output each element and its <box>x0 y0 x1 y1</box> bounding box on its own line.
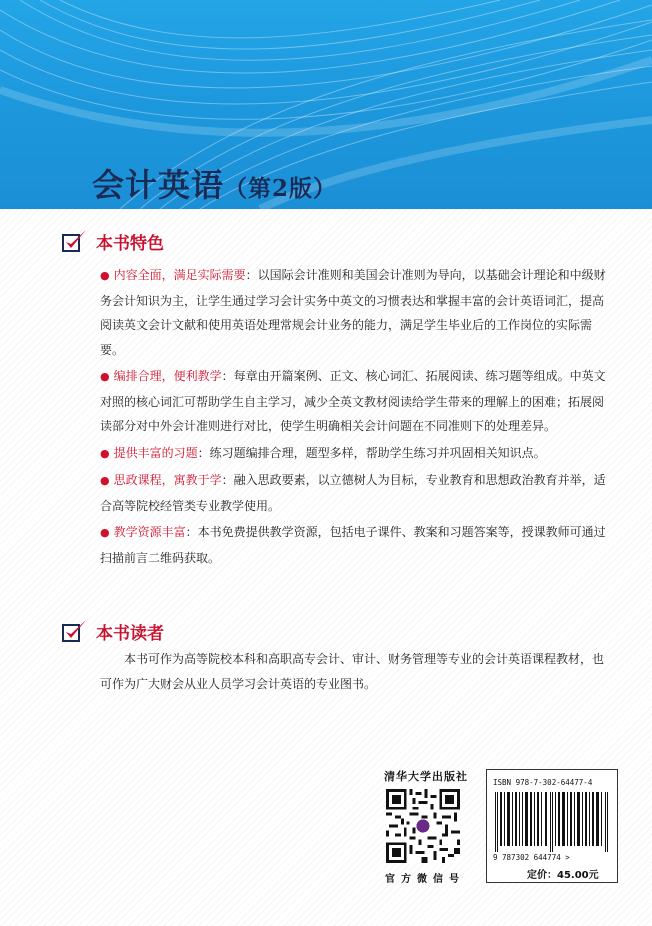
publisher-name: 清华大学出版社 <box>384 770 468 783</box>
bullet-icon: ● <box>100 370 110 383</box>
feature-text: ：本书免费提供教学资源，包括电子课件、教案和习题答案等，授课教师可通过扫描前言二维码获取。 <box>100 525 606 565</box>
book-title <box>92 160 337 206</box>
section-label-features: 本书特色 <box>96 233 164 254</box>
section-heading-readers <box>62 618 164 644</box>
cover-banner <box>0 0 652 209</box>
barcode-digits: 9 787302 644774 > <box>493 853 570 862</box>
bullet-icon: ● <box>100 269 110 282</box>
book-edition: （第2版） <box>224 175 338 202</box>
feature-title: 思政课程，寓教于学 <box>113 473 222 487</box>
feature-item <box>100 468 610 518</box>
feature-item <box>100 441 610 467</box>
readers-paragraph: 本书可作为高等院校本科和高职高专会计、审计、财务管理等专业的会计英语课程教材，也可作为广大财会从业人员学习会计英语的专业图书。 <box>100 652 605 691</box>
feature-text: ：以国际会计准则和美国会计准则为导向，以基础会计理论和中级财务会计知识为主，让学生通过学习会计实务中英文的习惯表达和掌握丰富的会计英语词汇，提高阅读英文会计文献和使用英语处理常规会计业务的能力，满足学生毕业后的工作岗位的实际需要。 <box>100 268 606 357</box>
section-heading-features <box>62 228 164 254</box>
feature-title: 编排合理，便利教学 <box>113 369 222 383</box>
price-label: 定价：45.00元 <box>527 870 599 881</box>
section-label-readers: 本书读者 <box>96 623 164 644</box>
qr-code <box>386 789 460 863</box>
bullet-icon: ● <box>100 526 110 539</box>
feature-text: ：每章由开篇案例、正文、核心词汇、拓展阅读、练习题等组成。中英文对照的核心词汇可帮助学生自主学习，减少全英文教材阅读给学生带来的理解上的困难；拓展阅读部分对中外会计准则进行对比，使学生明确相关会计问题在不同准则下的处理差异。 <box>100 369 606 433</box>
check-mark-icon <box>62 229 88 253</box>
feature-title: 提供丰富的习题 <box>113 445 198 460</box>
feature-item <box>100 520 610 570</box>
check-mark-icon <box>62 619 88 643</box>
book-title-main: 会计英语 <box>92 166 225 204</box>
barcode-bars <box>495 792 611 852</box>
barcode-panel <box>486 769 618 883</box>
feature-item <box>100 263 610 362</box>
bullet-icon: ● <box>100 446 110 460</box>
isbn-text: ISBN 978-7-302-64477-4 <box>493 778 593 787</box>
feature-title: 内容全面，满足实际需要 <box>113 268 246 282</box>
features-list <box>100 263 610 570</box>
feature-text: ：融入思政要素，以立德树人为目标，专业教育和思想政治教育并举，适合高等院校经管类专业教学使用。 <box>100 473 606 513</box>
feature-title: 教学资源丰富 <box>113 525 186 539</box>
bullet-icon: ● <box>100 474 110 487</box>
feature-item <box>100 364 610 439</box>
qr-caption: 官方微信号 <box>385 874 465 885</box>
feature-text: ：练习题编排合理，题型多样，帮助学生练习并巩固相关知识点。 <box>197 445 546 460</box>
